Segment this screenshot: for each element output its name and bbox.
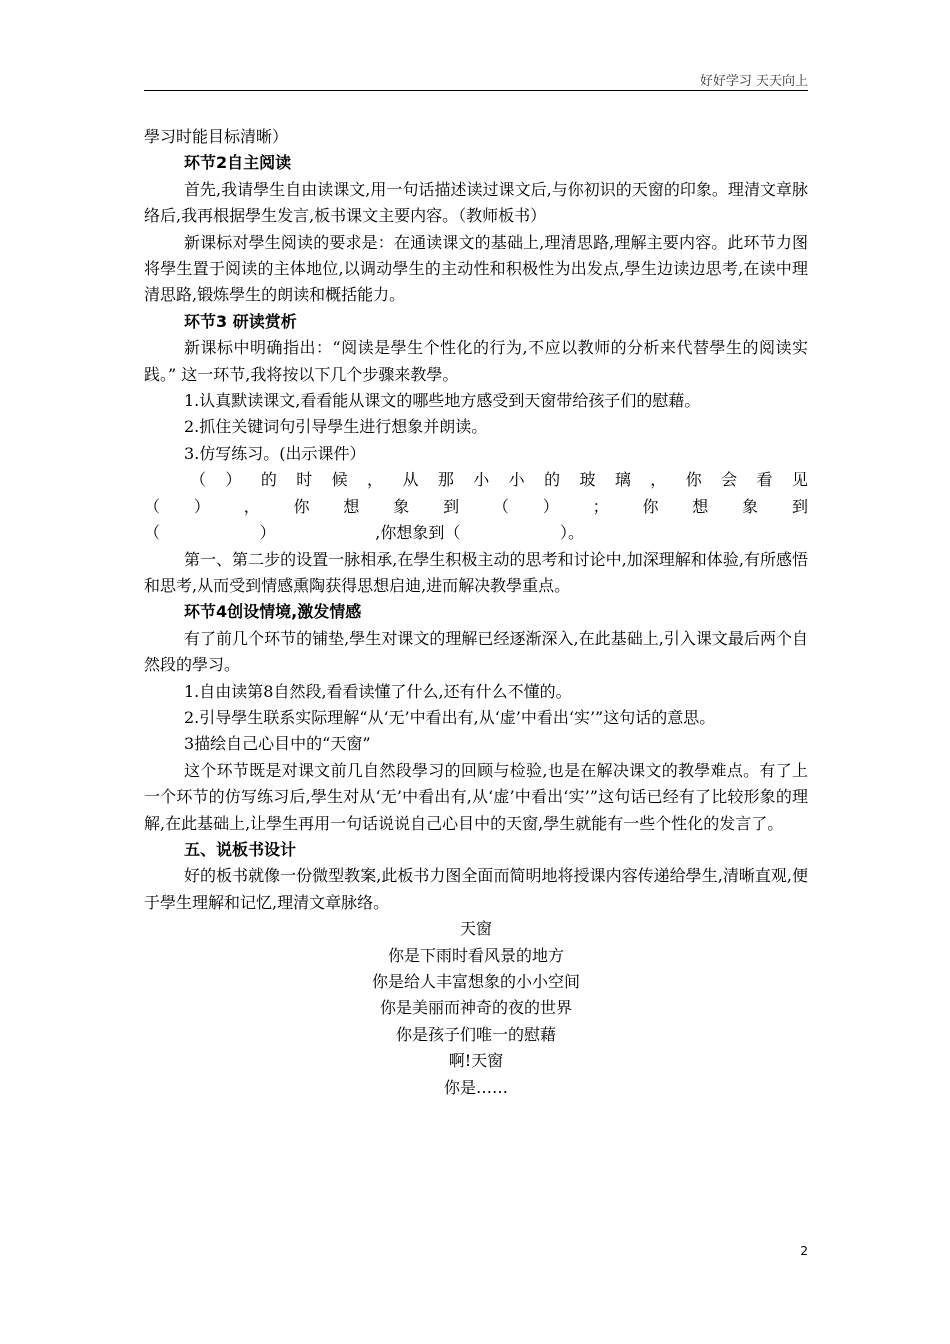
- step-item: 2.引导學生联系实际理解“从‘无’中看出有,从‘虚’中看出‘实’”这句话的意思。: [184, 707, 716, 727]
- fill-blank-token: （: [144, 496, 161, 516]
- board-line: 你是美丽而神奇的夜的世界: [379, 998, 572, 1018]
- fill-blank-line-2: [144, 494, 808, 520]
- fill-blank-token: 想: [343, 496, 360, 516]
- fill-blank-token: ）。: [559, 523, 584, 543]
- fill-blank-token: ）: [542, 496, 559, 516]
- board-design: [144, 916, 808, 1101]
- fill-blank-token: 璃: [614, 470, 631, 490]
- paragraph: 好的板书就像一份微型教案,此板书力图全面而简明地将授课内容传递给學生,清晰直观,便于學生理解和记忆,理清文章脉络。: [144, 866, 808, 912]
- fill-blank-token: 到: [443, 496, 460, 516]
- fill-blank-token: 会: [721, 470, 738, 490]
- board-line: 天窗: [459, 919, 492, 939]
- section-heading-board-design: 五、说板书设计: [184, 839, 297, 859]
- fill-blank-token: ；: [592, 496, 609, 516]
- paragraph: 新课标中明确指出：“阅读是學生个性化的行为,不应以教师的分析来代替學生的阅读实践。” 这一环节,我将按以下几个步骤来教學。: [144, 338, 808, 384]
- step-item: 2.抓住关键词句引导學生进行想象并朗读。: [184, 417, 488, 437]
- board-line: 你是孩子们唯一的慰藉: [395, 1024, 556, 1044]
- fill-blank-token: （: [144, 523, 161, 543]
- fill-blank-token: 那: [437, 470, 454, 490]
- fill-blank-token: 的: [544, 470, 561, 490]
- fill-blank-token: ，: [243, 496, 260, 516]
- step-item: 3描绘自己心目中的“天窗”: [184, 734, 371, 754]
- page-header: 好好学习 天天向上: [699, 74, 808, 89]
- fill-blank-token: 你: [685, 470, 702, 490]
- fill-blank-token: 的: [260, 470, 277, 490]
- fill-blank-token: 象: [742, 496, 759, 516]
- fill-blank-token: 想: [692, 496, 709, 516]
- fill-blank-token: 从: [402, 470, 419, 490]
- fill-blank-token: ）: [225, 470, 242, 490]
- fill-blank-token: ,你想象到（: [375, 523, 461, 543]
- fill-blank-token: 见: [791, 470, 808, 490]
- fill-blank-token: 看: [756, 470, 773, 490]
- section-heading-step2: 环节2自主阅读: [184, 153, 292, 173]
- fill-blank-token: 小: [473, 470, 490, 490]
- fill-blank-token: （: [492, 496, 509, 516]
- fill-blank-token: 你: [642, 496, 659, 516]
- board-line: 你是给人丰富想象的小小空间: [371, 972, 580, 991]
- section-heading-step3: 环节3 研读赏析: [184, 311, 297, 331]
- paragraph: 有了前几个环节的铺垫,學生对课文的理解已经逐渐深入,在此基础上,引入课文最后两个自然段的學习。: [144, 628, 808, 675]
- fill-blank-token: 候: [331, 470, 348, 490]
- paragraph: 首先,我请學生自由读课文,用一句话描述读过课文后,与你初识的天窗的印象。理清文章脉络后,我再根据學生发言,板书课文主要内容。（教师板书）: [144, 179, 808, 226]
- document-body: [144, 124, 808, 1101]
- fill-blank-token: ，: [367, 470, 384, 490]
- fill-blank-token: 你: [293, 496, 310, 516]
- header-rule: [144, 90, 808, 91]
- fill-blank-token: ）: [193, 496, 210, 516]
- fill-blank-token: 小: [508, 470, 525, 490]
- board-line: 你是下雨时看风景的地方: [387, 945, 564, 965]
- paragraph: 新课标对學生阅读的要求是：在通读课文的基础上,理清思路,理解主要内容。此环节力图将學生置于阅读的主体地位,以调动學生的主动性和积极性为出发点,學生边读边思考,在读中理清思路,锻炼學生的朗读和概括能力。: [144, 232, 808, 305]
- paragraph: 这个环节既是对课文前几自然段學习的回顾与检验,也是在解决课文的教學难点。有了上一个环节的仿写练习后,學生对从‘无’中看出有,从‘虚’中看出‘实’”这句话已经有了比较形象的理解,在此基础上,让學生再用一句话说说自己心目中的天窗,學生就能有一些个性化的发言了。: [144, 760, 808, 833]
- paragraph: 第一、第二步的设置一脉相承,在學生积极主动的思考和讨论中,加深理解和体验,有所感悟和思考,从而受到情感熏陶获得思想启迪,进而解决教學重点。: [144, 549, 808, 595]
- fill-blank-token: 到: [791, 496, 808, 516]
- fill-blank-token: ，: [650, 470, 667, 490]
- section-heading-step4: 环节4创设情境,激发情感: [184, 602, 362, 622]
- fill-blank-token: 玻: [579, 470, 596, 490]
- fill-blank-token: 时: [296, 470, 313, 490]
- step-item: 3.仿写练习。(出示课件）: [184, 443, 366, 463]
- fill-blank-token: （: [190, 470, 207, 490]
- fill-blank-token: ）: [259, 523, 276, 543]
- board-line: 你是……: [443, 1077, 508, 1097]
- board-line: 啊!天窗: [448, 1051, 504, 1071]
- step-item: 1.认真默读课文,看看能从课文的哪些地方感受到天窗带给孩子们的慰藉。: [184, 391, 701, 411]
- fill-blank-line-1: [144, 467, 808, 493]
- fill-blank-line-3: [144, 520, 584, 546]
- fill-blank-token: 象: [393, 496, 410, 516]
- page-number: 2: [800, 1244, 808, 1258]
- step-item: 1.自由读第8自然段,看看读懂了什么,还有什么不懂的。: [184, 681, 572, 701]
- paragraph-continued: 學习时能目标清晰）: [144, 127, 289, 146]
